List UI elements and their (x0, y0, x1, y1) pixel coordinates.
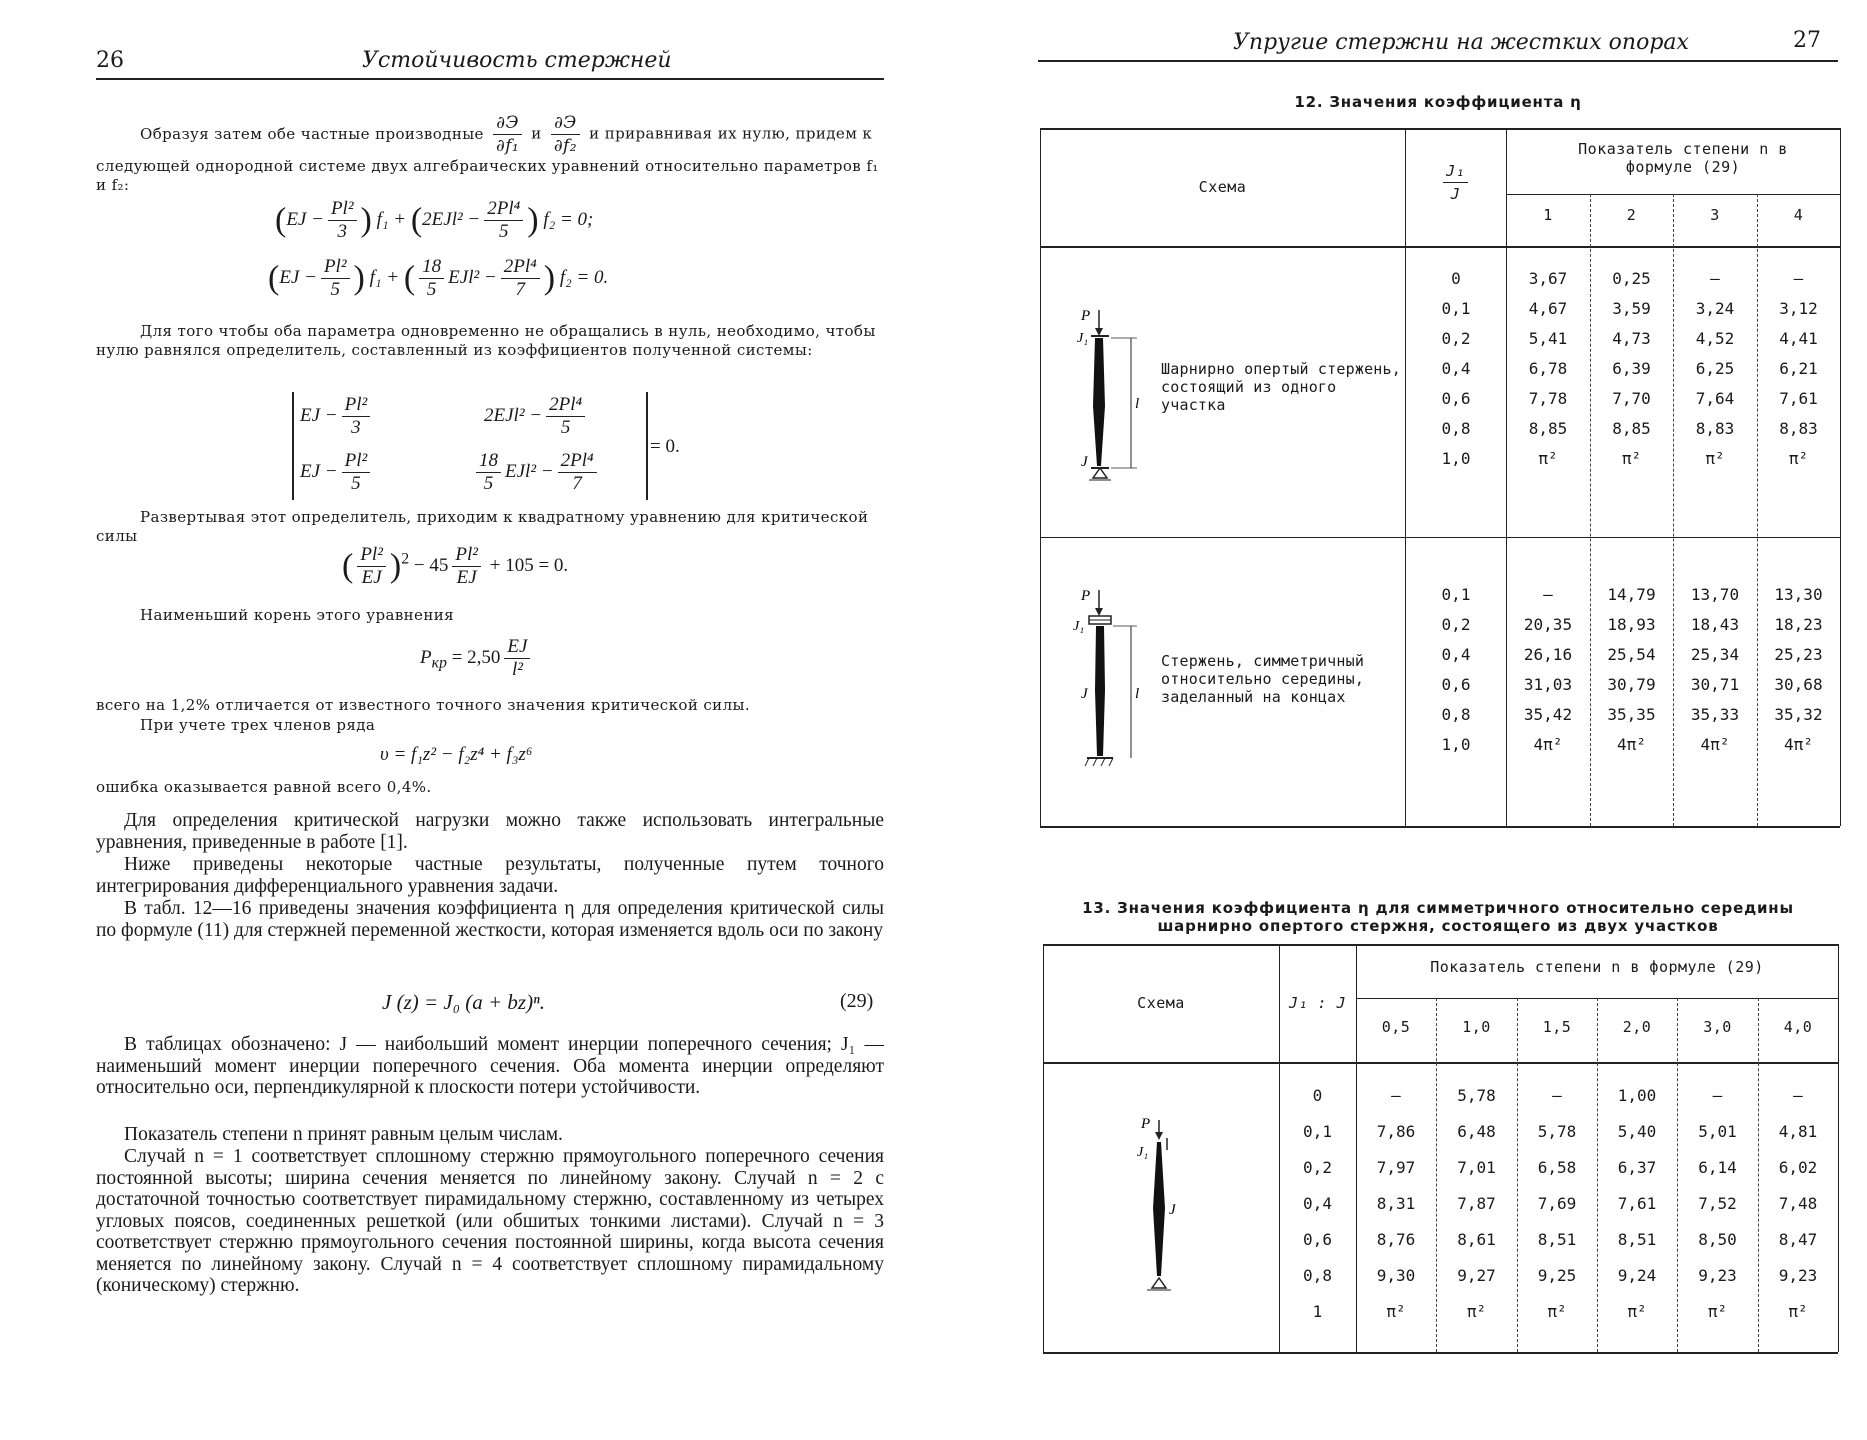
table12-header-n4: 4 (1793, 206, 1804, 224)
critical-force-equation: $P_{кр} = 2,50$ $\frac{EJ}{\text{l²}}$ (420, 636, 534, 681)
right-page (933, 0, 1867, 1440)
label-J1: J₁ (1137, 1145, 1149, 1160)
clamped-bar-figure-2 (1061, 586, 1151, 776)
table13-header-n10: 1,0 (1462, 1018, 1491, 1036)
table13-ratios: 0 0,1 0,2 0,4 0,6 0,8 1 (1303, 1086, 1332, 1321)
table12-header-n3: 3 (1710, 206, 1720, 224)
table12-col-n1-s1: 3,67 4,67 5,41 6,78 7,78 8,85 π² (1528, 269, 1568, 468)
label-P: P (1141, 1116, 1151, 1132)
table13-col-n40: — 4,81 6,02 7,48 8,47 9,23 π² (1778, 1086, 1818, 1321)
table12-header-n1: 1 (1543, 206, 1553, 224)
table12-ratios-1: 0 0,1 0,2 0,4 0,6 0,8 1,0 (1441, 269, 1471, 468)
label-J1: J₁ (1077, 331, 1089, 346)
body-paragraph-4: В таблицах обозначено: J — наибольший момент инерции поперечного сечения; J₁ — наименьший момент инерции поперечного сечения. Оба момента инерции определяют относительно оси, перпендикулярной к плоскости потери устойчивости. (96, 1034, 884, 1098)
table13-header-n20: 2,0 (1622, 1018, 1652, 1036)
table13-header-group: Показатель степени n в формуле (29) (1430, 958, 1764, 976)
table13-header-n30: 3,0 (1703, 1018, 1732, 1036)
table12-scheme-2: Стержень, симметричный относительно середины, заделанный на концах (1161, 652, 1365, 706)
label-P: P (1081, 308, 1091, 324)
table12-col-n2-s1: 0,25 3,59 4,73 6,39 7,70 8,85 π² (1612, 269, 1651, 468)
table12-col-n4-s1: — 3,12 4,41 6,21 7,61 8,83 π² (1779, 269, 1818, 468)
body-paragraph-3: В табл. 12—16 приведены значения коэффициента η для определения критической силы по формуле (11) для стержней переменной жесткости, которая изменяется вдоль оси по закону (96, 898, 884, 941)
label-J: J (1081, 686, 1088, 702)
table13-col-n30: — 5,01 6,14 7,52 8,50 9,23 π² (1698, 1086, 1737, 1321)
header-rule-right (1038, 60, 1838, 62)
equation-1: (EJ − $\frac{\text{Pl²}}{3}$ ) f₁ + (2EJl² − $\frac{\text{2Pl⁴}}{5}$ ) f₂ = 0; (275, 198, 594, 242)
table13-col-n10: 5,78 6,48 7,01 7,87 8,61 9,27 π² (1457, 1086, 1496, 1321)
small-paragraph-4: Наименьший корень этого уравнения (140, 606, 454, 624)
small-paragraph-1: Образуя затем обе частные производные $\frac{\partial Э}{\text{∂f₁}}$ и $\frac{\partial Э}{\text{∂f₂}}$ и приравнивая их нулю, придем к следующей однородной системе двух алгебраических уравнений относительно параметров f₁ и f₂: (96, 113, 879, 194)
det-a12: 2EJl² − $\frac{\text{2Pl⁴}}{5}$ (484, 394, 589, 439)
running-title-left: Устойчивость стержней (362, 48, 672, 73)
left-page (0, 0, 933, 1440)
label-J1: J₁ (1073, 619, 1085, 634)
equation-2: (EJ − $\frac{\text{Pl²}}{5}$ ) f₁ + ( $\frac{18}{5}$ EJl² − $\frac{\text{2Pl⁴}}{7}$ ) f₂ = 0. (268, 256, 609, 300)
variation-law-equation: J (z) = J₀ (a + bz)ⁿ. (382, 990, 545, 1014)
page-number-left: 26 (96, 48, 124, 73)
label-J: J (1169, 1202, 1176, 1218)
table13-header-n40: 4,0 (1783, 1018, 1813, 1036)
running-title-right: Упругие стержни на жестких опорах (1233, 30, 1689, 55)
det-a21: EJ − $\frac{\text{Pl²}}{5}$ (300, 450, 374, 495)
label-J: J (1081, 454, 1088, 470)
small-paragraph-5: всего на 1,2% отличается от известного точного значения критической силы. (96, 696, 751, 714)
det-a11: EJ − $\frac{\text{Pl²}}{3}$ (300, 394, 374, 439)
partial-derivative-1: $\frac{\partial Э}{\text{∂f₁}}$ (493, 112, 522, 157)
table12-col-n3-s2: 13,70 18,43 25,34 30,71 35,33 4π² (1690, 585, 1740, 754)
table12-ratios-2: 0,1 0,2 0,4 0,6 0,8 1,0 (1441, 585, 1471, 754)
table12-header-n2: 2 (1626, 206, 1637, 224)
page-number-right: 27 (1793, 28, 1821, 53)
label-P: P (1081, 588, 1091, 604)
small-paragraph-2: Для того чтобы оба параметра одновременно не обращались в нуль, необходимо, чтобы нулю равнялся определитель, составленный из коэффициентов полученной системы: (96, 322, 876, 359)
table13-col-n15: — 5,78 6,58 7,69 8,51 9,25 π² (1537, 1086, 1577, 1321)
table12-header-ratio: $\frac{\text{J₁}}{J}$ (1405, 160, 1506, 205)
partial-derivative-2: $\frac{\partial Э}{\text{∂f₂}}$ (551, 112, 580, 157)
small-paragraph-6: При учете трех членов ряда (140, 716, 376, 734)
table12-col-n1-s2: — 20,35 26,16 31,03 35,42 4π² (1523, 585, 1573, 754)
table12-col-n4-s2: 13,30 18,23 25,23 30,68 35,32 4π² (1774, 585, 1823, 754)
table12-col-n2-s2: 14,79 18,93 25,54 30,79 35,35 4π² (1607, 585, 1656, 754)
equation-number: (29) (840, 990, 874, 1012)
label-l: l (1135, 686, 1140, 702)
table13-header-scheme: Схема (1137, 994, 1185, 1012)
header-rule (96, 78, 884, 80)
body-paragraph-1: Для определения критической нагрузки можно также использовать интегральные уравнения, приведенные в работе [1]. (96, 810, 884, 853)
two-part-bar-figure (1123, 1116, 1203, 1306)
table12-scheme-1: Шарнирно опертый стержень, состоящий из одного участка (1161, 360, 1401, 414)
series-equation: υ = f₁z² − f₂z⁴ + f₃z⁶ (380, 744, 533, 765)
table12-header-scheme: Схема (1198, 178, 1247, 196)
table12-header-group: Показатель степени n в формуле (29) (1578, 140, 1788, 176)
det-equals: = 0. (650, 436, 680, 457)
pinned-bar-figure-1 (1061, 306, 1151, 486)
body-paragraph-6: Случай n = 1 соответствует сплошному стержню прямоугольного поперечного сечения постоянной высоты; ширина сечения меняется по линейному закону. Случай n = 2 с достаточной точностью соответствует пирамидальному стержню, составленному из четырех угловых поясов, соединенных решеткой (или обшитых тонкими листами). Случай n = 3 соответствует стержню прямоугольного сечения постоянной ширины, когда высота сечения меняется по линейному закону. Случай n = 4 соответствует сплошному пирамидальному (коническому) стержню. (96, 1146, 884, 1296)
table13-col-n20: 1,00 5,40 6,37 7,61 8,51 9,24 π² (1617, 1086, 1657, 1321)
table12-caption: 12. Значения коэффициента η (1294, 93, 1582, 111)
body-paragraph-2: Ниже приведены некоторые частные результаты, полученные путем точного интегрирования дифференциального уравнения задачи. (96, 854, 884, 897)
label-l: l (1135, 396, 1140, 412)
table12-col-n3-s1: — 3,24 4,52 6,25 7,64 8,83 π² (1695, 269, 1735, 468)
table13-header-n05: 0,5 (1381, 1018, 1411, 1036)
small-paragraph-7: ошибка оказывается равной всего 0,4%. (96, 778, 432, 796)
small-paragraph-3: Развертывая этот определитель, приходим к квадратному уравнению для критической силы (96, 508, 869, 545)
body-paragraph-5: Показатель степени n принят равным целым числам. (124, 1124, 563, 1145)
table13-caption: 13. Значения коэффициента η для симметричного относительно середины шарнирно опертого стержня, состоящего из двух участков (1082, 899, 1794, 935)
table13-header-ratio: J₁ : J (1288, 994, 1347, 1012)
det-a22: $\frac{18}{5}$ EJl² − $\frac{\text{2Pl⁴}}{7}$ (472, 450, 601, 495)
table13-col-n05: — 7,86 7,97 8,31 8,76 9,30 π² (1376, 1086, 1416, 1321)
table13-header-n15: 1,5 (1542, 1018, 1572, 1036)
quadratic-equation: ( $\frac{\text{Pl²}}{EJ}$ )$^2$ − 45 $\frac{\text{Pl²}}{EJ}$ + 105 = 0. (342, 544, 569, 588)
